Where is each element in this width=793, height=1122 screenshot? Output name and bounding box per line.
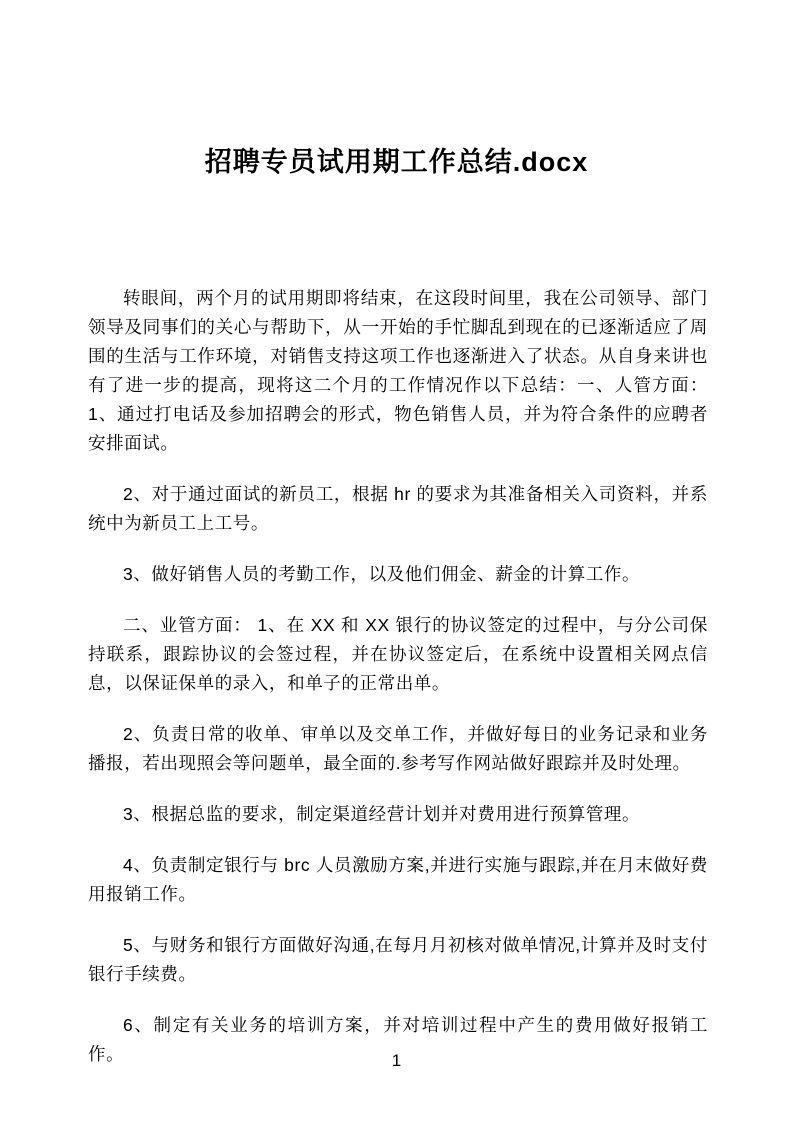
paragraph: 2、对于通过面试的新员工，根据 hr 的要求为其准备相关入司资料，并系统中为新员工上工号。 bbox=[88, 484, 708, 533]
paragraph: 3、根据总监的要求，制定渠道经营计划并对费用进行预算管理。 bbox=[123, 804, 641, 824]
paragraph: 3、做好销售人员的考勤工作，以及他们佣金、薪金的计算工作。 bbox=[123, 564, 641, 584]
paragraph: 5、与财务和银行方面做好沟通,在每月月初核对做单情况,计算并及时支付银行手续费。 bbox=[88, 935, 708, 984]
paragraph: 6、制定有关业务的培训方案，并对培训过程中产生的费用做好报销工作。 bbox=[88, 1015, 708, 1064]
paragraph: 4、负责制定银行与 brc 人员激励方案,并进行实施与跟踪,并在月末做好费用报销工作。 bbox=[88, 855, 708, 904]
document-body bbox=[88, 284, 708, 1091]
document-title: 招聘专员试用期工作总结.docx bbox=[204, 147, 589, 177]
paragraph: 转眼间，两个月的试用期即将结束，在这段时间里，我在公司领导、部门领导及同事们的关心与帮助下，从一开始的手忙脚乱到现在的已逐渐适应了周围的生活与工作环境，对销售支持这项工作也逐渐进入了状态。从自身来讲也有了进一步的提高，现将这二个月的工作情况作以下总结：一、人管方面：1、通过打电话及参加招聘会的形式，物色销售人员，并为符合条件的应聘者安排面试。 bbox=[88, 288, 708, 453]
paragraph: 二、业管方面： 1、在 XX 和 XX 银行的协议签定的过程中，与分公司保持联系，跟踪协议的会签过程，并在协议签定后，在系统中设置相关网点信息，以保证保单的录入，和单子的正常出单。 bbox=[88, 615, 708, 693]
paragraph: 2、负责日常的收单、审单以及交单工作，并做好每日的业务记录和业务播报，若出现照会等问题单，最全面的.参考写作网站做好跟踪并及时处理。 bbox=[88, 724, 708, 773]
page-number: 1 bbox=[391, 1051, 402, 1070]
